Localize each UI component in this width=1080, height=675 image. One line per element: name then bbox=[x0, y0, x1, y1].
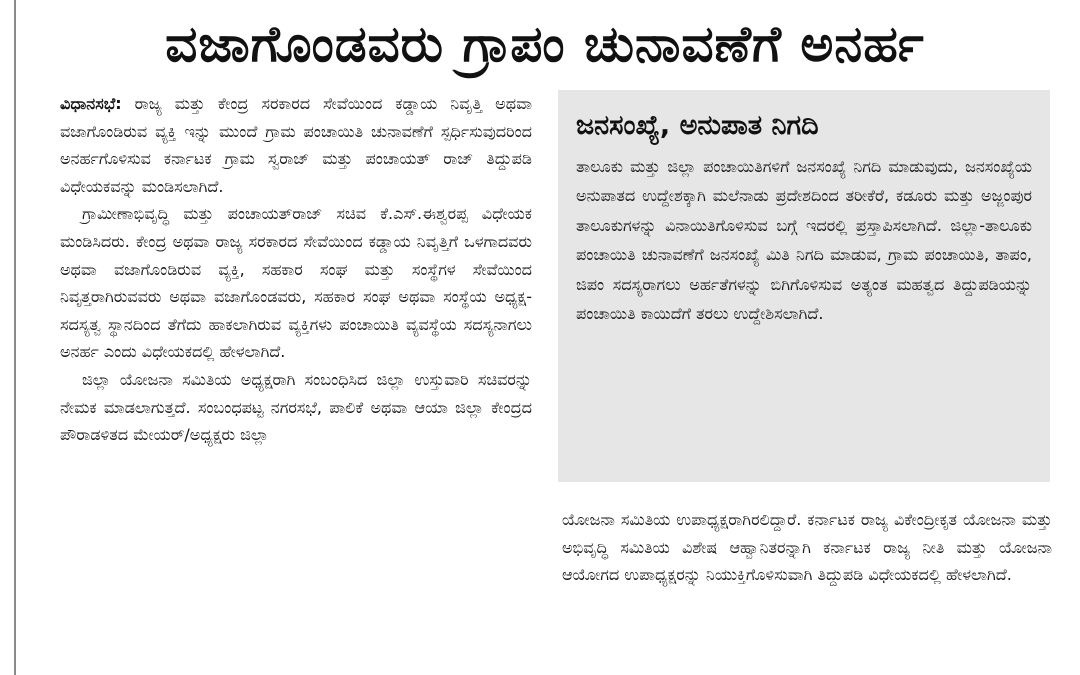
main-article-left-column bbox=[60, 90, 532, 449]
article-paragraph-1-text: ರಾಜ್ಯ ಮತ್ತು ಕೇಂದ್ರ ಸರಕಾರದ ಸೇವೆಯಿಂದ ಕಡ್ಡಾಯ ನಿವೃತ್ತಿ ಅಥವಾ ವಜಾಗೊಂಡಿರುವ ವ್ಯಕ್ತಿ ಇನ್ನು ಮುಂದೆ ಗ್ರಾಮ ಪಂಚಾಯಿತಿ ಚುನಾವಣೆಗೆ ಸ್ಪರ್ಧಿಸುವುದರಿಂದ ಅನರ್ಹಗೊಳಿಸುವ ಕರ್ನಾಟಕ ಗ್ರಾಮ ಸ್ವರಾಜ್ ಮತ್ತು ಪಂಚಾಯತ್ ರಾಜ್ ತಿದ್ದುಪಡಿ ವಿಧೇಯಕವನ್ನು ಮಂಡಿಸಲಾಗಿದೆ. bbox=[60, 94, 532, 196]
sidebar-text: ತಾಲೂಕು ಮತ್ತು ಜಿಲ್ಲಾ ಪಂಚಾಯಿತಿಗಳಿಗೆ ಜನಸಂಖ್ಯೆ ನಿಗದಿ ಮಾಡುವುದು, ಜನಸಂಖ್ಯೆಯ ಅನುಪಾತದ ಉದ್ದೇಶಕ್ಕಾಗಿ ಮಲೆನಾಡು ಪ್ರದೇಶದಿಂದ ತರೀಕೆರೆ, ಕಡೂರು ಮತ್ತು ಅಜ್ಜಂಪುರ ತಾಲೂಕುಗಳನ್ನು ವಿನಾಯಿತಿಗೊಳಿಸುವ ಬಗ್ಗೆ ಇದರಲ್ಲಿ ಪ್ರಸ್ತಾಪಿಸಲಾಗಿದೆ. ಜಿಲ್ಲಾ-ತಾಲೂಕು ಪಂಚಾಯಿತಿ ಚುನಾವಣೆಗೆ ಜನಸಂಖ್ಯೆ ಮಿತಿ ನಿಗದಿ ಮಾಡುವ, ಗ್ರಾಮ ಪಂಚಾಯಿತಿ, ತಾಪಂ, ಜಿಪಂ ಸದಸ್ಯರಾಗಲು ಅರ್ಹತೆಗಳನ್ನು ಬಿಗಿಗೊಳಿಸುವ ಅತ್ಯಂತ ಮಹತ್ವದ ತಿದ್ದುಪಡಿಯನ್ನು ಪಂಚಾಯಿತಿ ಕಾಯಿದೆಗೆ ತರಲು ಉದ್ದೇಶಿಸಲಾಗಿದೆ. bbox=[576, 157, 1032, 324]
article-continuation-text: ಯೋಜನಾ ಸಮಿತಿಯ ಉಪಾಧ್ಯಕ್ಷರಾಗಿರಲಿದ್ದಾರೆ. ಕರ್ನಾಟಕ ರಾಜ್ಯ ವಿಕೇಂದ್ರೀಕೃತ ಯೋಜನಾ ಮತ್ತು ಅಭಿವೃದ್ಧಿ ಸಮಿತಿಯ ವಿಶೇಷ ಆಹ್ವಾನಿತರನ್ನಾಗಿ ಕರ್ನಾಟಕ ರಾಜ್ಯ ನೀತಿ ಮತ್ತು ಯೋಜನಾ ಆಯೋಗದ ಉಪಾಧ್ಯಕ್ಷರನ್ನು ನಿಯುಕ್ತಿಗೊಳಿಸುವಾಗಿ ತಿದ್ದುಪಡಿ ವಿಧೇಯಕದಲ್ಲಿ ಹೇಳಲಾಗಿದೆ. bbox=[562, 510, 1052, 585]
article-paragraph-3: ಜಿಲ್ಲಾ ಯೋಜನಾ ಸಮಿತಿಯ ಅಧ್ಯಕ್ಷರಾಗಿ ಸಂಬಂಧಿಸಿದ ಜಿಲ್ಲಾ ಉಸ್ತುವಾರಿ ಸಚಿವರನ್ನು ನೇಮಕ ಮಾಡಲಾಗುತ್ತದೆ. ಸಂಬಂಧಪಟ್ಟ ನಗರಸಭೆ, ಪಾಲಿಕೆ ಅಥವಾ ಆಯಾ ಜಿಲ್ಲಾ ಕೇಂದ್ರದ ಪೌರಾಡಳಿತದ ಮೇಯರ್/ಅಧ್ಯಕ್ಷರು ಜಿಲ್ಲಾ bbox=[60, 369, 532, 445]
sidebar-title: ಜನಸಂಖ್ಯೆ, ಅನುಪಾತ ನಿಗದಿ bbox=[576, 110, 819, 141]
headline: ವಜಾಗೊಂಡವರು ಗ್ರಾಪಂ ಚುನಾವಣೆಗೆ ಅನರ್ಹ bbox=[165, 15, 925, 73]
article-paragraph-1 bbox=[60, 90, 532, 200]
column-rule bbox=[14, 0, 16, 675]
main-article-continuation bbox=[562, 506, 1052, 589]
dateline: ವಿಧಾನಸಭೆ: bbox=[60, 94, 122, 113]
article-paragraph-2: ಗ್ರಾಮೀಣಾಭಿವೃದ್ಧಿ ಮತ್ತು ಪಂಚಾಯತ್‌ರಾಜ್ ಸಚಿವ ಕೆ.ಎಸ್.ಈಶ್ವರಪ್ಪ ವಿಧೇಯಕ ಮಂಡಿಸಿದರು. ಕೇಂದ್ರ ಅಥವಾ ರಾಜ್ಯ ಸರಕಾರದ ಸೇವೆಯಿಂದ ಕಡ್ಡಾಯ ನಿವೃತ್ತಿಗೆ ಒಳಗಾದವರು ಅಥವಾ ವಜಾಗೊಂಡಿರುವ ವ್ಯಕ್ತಿ, ಸಹಕಾರ ಸಂಘ ಮತ್ತು ಸಂಸ್ಥೆಗಳ ಸೇವೆಯಿಂದ ನಿವೃತ್ತರಾಗಿರುವವರು ಅಥವಾ ವಜಾಗೊಂಡವರು, ಸಹಕಾರ ಸಂಘ ಅಥವಾ ಸಂಸ್ಥೆಯ ಅಧ್ಯಕ್ಷ-ಸದಸ್ಯತ್ವ ಸ್ಥಾನದಿಂದ ತೆಗೆದು ಹಾಕಲಾಗಿರುವ ವ್ಯಕ್ತಿಗಳು ಪಂಚಾಯಿತಿ ವ್ಯವಸ್ಥೆಯ ಸದಸ್ಯನಾಗಲು ಅನರ್ಹ ಎಂದು ವಿಧೇಯಕದಲ್ಲಿ ಹೇಳಲಾಗಿದೆ. bbox=[60, 204, 532, 362]
sidebar-box bbox=[558, 90, 1050, 482]
